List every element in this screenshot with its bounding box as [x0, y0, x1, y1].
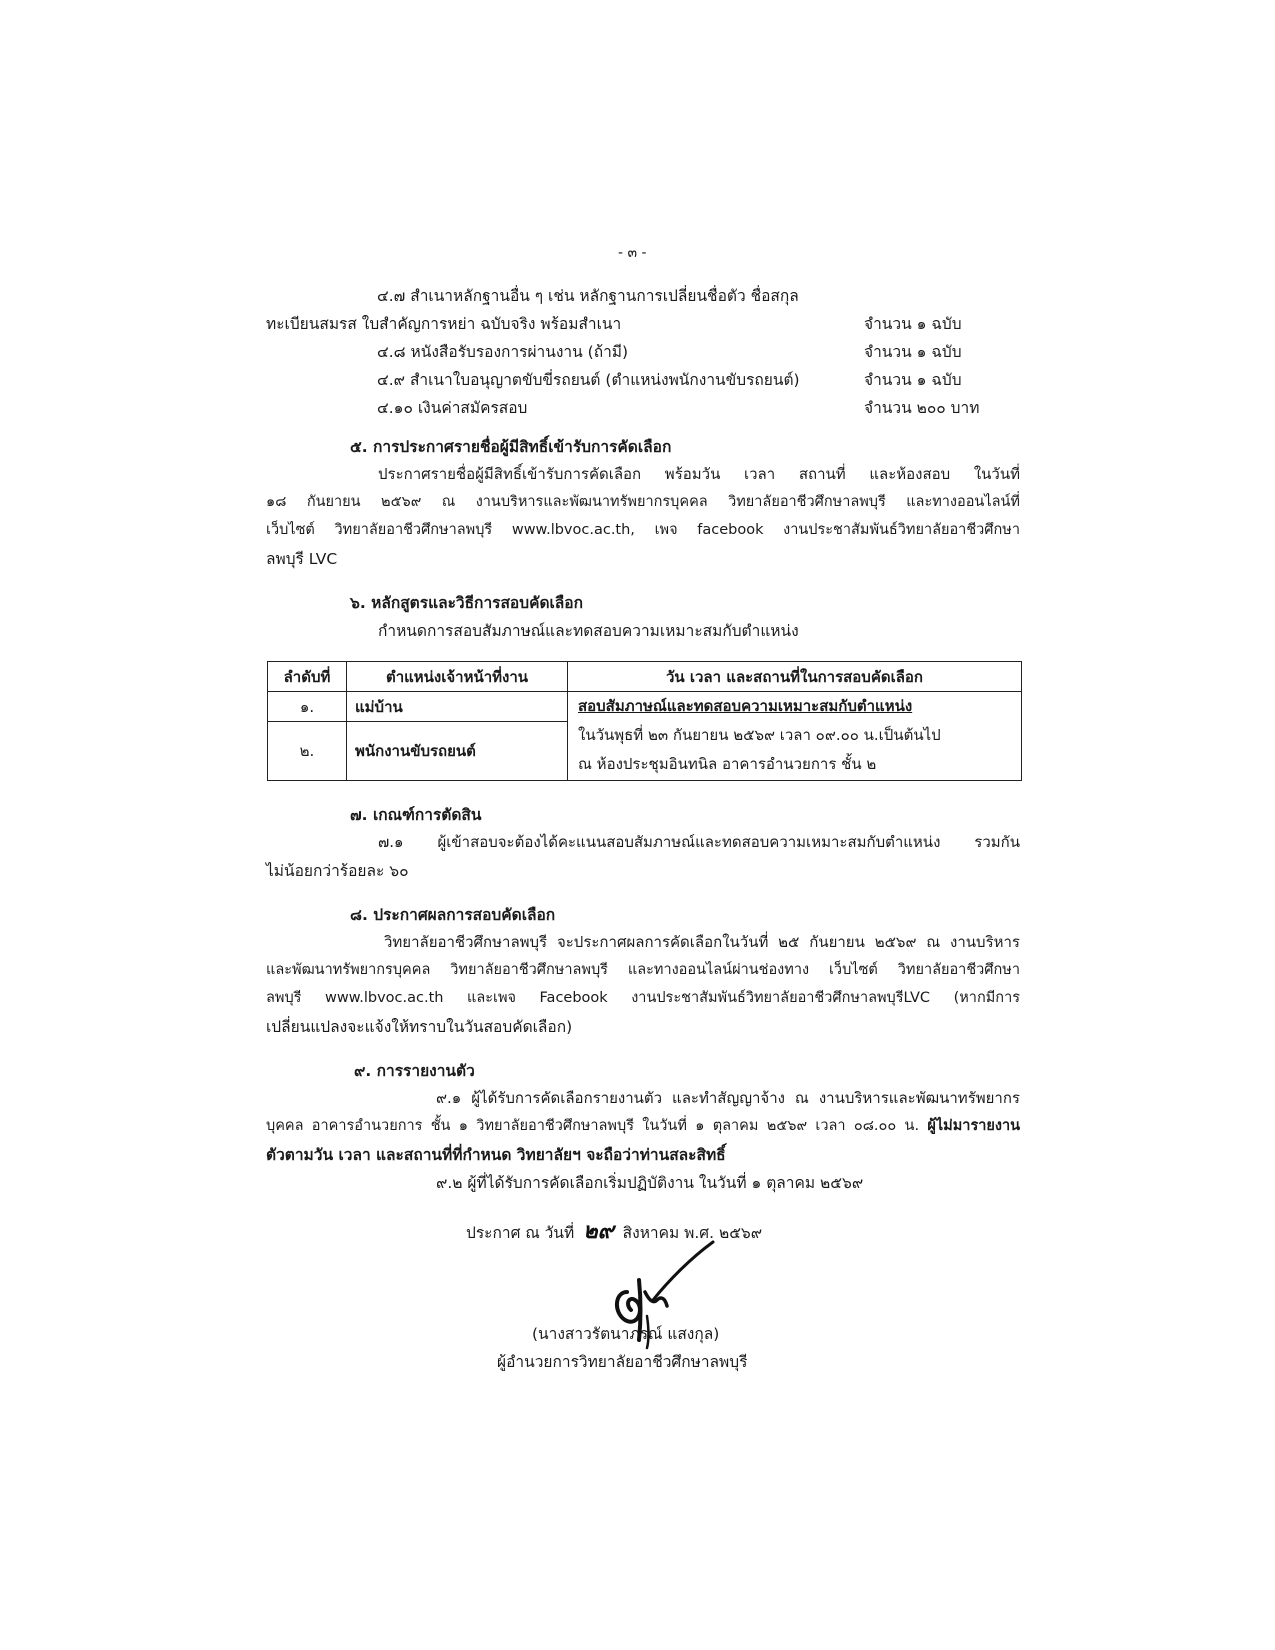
section-5-line3: เว็บไซต์ วิทยาลัยอาชีวศึกษาลพบุรี www.lbvoc.ac.th, เพจ facebook งานประชาสัมพันธ์วิทยาลัยอาชีวศึกษา: [266, 522, 1020, 538]
section-6-line1: กำหนดการสอบสัมภาษณ์และทดสอบความเหมาะสมกับตำแหน่ง: [378, 622, 799, 640]
section-7-heading: ๗. เกณฑ์การตัดสิน: [350, 806, 482, 824]
section-8-line2: และพัฒนาทรัพยากรบุคคล วิทยาลัยอาชีวศึกษาลพบุรี และทางออนไลน์ผ่านช่องทาง เว็บไซต์ วิทยาลัยอาชีวศึกษา: [266, 962, 1020, 978]
schedule-line1: ในวันพุธที่ ๒๓ กันยายน ๒๕๖๙ เวลา ๐๙.๐๐ น.เป็นต้นไป: [578, 726, 941, 744]
doc-item-4-7-line2: ทะเบียนสมรส ใบสำคัญการหย่า ฉบับจริง พร้อมสำเนา: [266, 315, 622, 333]
row-number: ๒.: [268, 722, 347, 781]
schedule-cell: [568, 692, 1022, 781]
announce-prefix: ประกาศ ณ วันที่: [466, 1224, 575, 1242]
section-9-line2-bold: ผู้ไม่มารายงาน: [927, 1118, 1020, 1134]
section-8-line3: ลพบุรี www.lbvoc.ac.th และเพจ Facebook งานประชาสัมพันธ์วิทยาลัยอาชีวศึกษาลพบุรีLVC (หากมีการ: [266, 990, 1020, 1006]
page-number: - ๓ -: [618, 245, 647, 261]
section-9-heading: ๙. การรายงานตัว: [354, 1062, 475, 1080]
section-7-line2: ไม่น้อยกว่าร้อยละ ๖๐: [266, 862, 409, 880]
handwritten-day: ๒๙: [583, 1218, 614, 1244]
section-9-line2-text: บุคคล อาคารอำนวยการ ชั้น ๑ วิทยาลัยอาชีวศึกษาลพบุรี ในวันที่ ๑ ตุลาคม ๒๕๖๙ เวลา ๐๘.๐๐ น.: [266, 1118, 928, 1134]
doc-item-4-7-line1: ๔.๗ สำเนาหลักฐานอื่น ๆ เช่น หลักฐานการเปลี่ยนชื่อตัว ชื่อสกุล: [377, 287, 799, 305]
section-8-heading: ๘. ประกาศผลการสอบคัดเลือก: [350, 906, 556, 924]
schedule-title: สอบสัมภาษณ์และทดสอบความเหมาะสมกับตำแหน่ง: [578, 697, 913, 715]
doc-item-4-9: ๔.๙ สำเนาใบอนุญาตขับขี่รถยนต์ (ตำแหน่งพนักงานขับรถยนต์): [377, 371, 800, 389]
row-position: แม่บ้าน: [347, 692, 568, 722]
doc-item-4-10-qty: จำนวน ๒๐๐ บาท: [864, 399, 980, 417]
row-number: ๑.: [268, 692, 347, 722]
section-9-line3: ตัวตามวัน เวลา และสถานที่ที่กำหนด วิทยาลัยฯ จะถือว่าท่านสละสิทธิ์: [266, 1146, 726, 1164]
table-row: [268, 692, 1022, 722]
signatory-name: (นางสาวรัตนาภรณ์ แสงกุล): [532, 1325, 720, 1343]
section-9-line1: ๙.๑ ผู้ได้รับการคัดเลือกรายงานตัว และทำสัญญาจ้าง ณ งานบริหารและพัฒนาทรัพยากร: [436, 1089, 1020, 1107]
section-9-line4: ๙.๒ ผู้ที่ได้รับการคัดเลือกเริ่มปฏิบัติงาน ในวันที่ ๑ ตุลาคม ๒๕๖๙: [436, 1174, 864, 1192]
section-9-line2: [266, 1114, 1020, 1137]
section-5-line1: ประกาศรายชื่อผู้มีสิทธิ์เข้ารับการคัดเลือก พร้อมวัน เวลา สถานที่ และห้องสอบ ในวันที่: [378, 465, 1020, 483]
doc-item-4-9-qty: จำนวน ๑ ฉบับ: [864, 371, 962, 389]
table-header-cell: วัน เวลา และสถานที่ในการสอบคัดเลือก: [568, 662, 1022, 692]
section-8-line1: วิทยาลัยอาชีวศึกษาลพบุรี จะประกาศผลการคัดเลือกในวันที่ ๒๕ กันยายน ๒๕๖๙ ณ งานบริหาร: [384, 933, 1020, 951]
section-5-heading: ๕. การประกาศรายชื่อผู้มีสิทธิ์เข้ารับการคัดเลือก: [350, 438, 672, 456]
row-position: พนักงานขับรถยนต์: [347, 722, 568, 781]
section-5-line4: ลพบุรี LVC: [266, 550, 338, 568]
section-7-line1: ๗.๑ ผู้เข้าสอบจะต้องได้คะแนนสอบสัมภาษณ์และทดสอบความเหมาะสมกับตำแหน่ง รวมกัน: [378, 833, 1020, 851]
section-8-line4: เปลี่ยนแปลงจะแจ้งให้ทราบในวันสอบคัดเลือก): [266, 1018, 573, 1036]
doc-item-4-8: ๔.๘ หนังสือรับรองการผ่านงาน (ถ้ามี): [377, 343, 629, 361]
doc-item-4-8-qty: จำนวน ๑ ฉบับ: [864, 343, 962, 361]
schedule-line2: ณ ห้องประชุมอินทนิล อาคารอำนวยการ ชั้น ๒: [578, 755, 877, 773]
doc-item-4-7-qty: จำนวน ๑ ฉบับ: [864, 315, 962, 333]
table-header-cell: ลำดับที่: [268, 662, 347, 692]
announce-suffix: สิงหาคม พ.ศ. ๒๕๖๙: [622, 1224, 763, 1242]
table-header-row: [268, 662, 1022, 692]
doc-item-4-10: ๔.๑๐ เงินค่าสมัครสอบ: [377, 399, 528, 417]
exam-schedule-table: [267, 661, 1022, 781]
section-5-line2: ๑๘ กันยายน ๒๕๖๙ ณ งานบริหารและพัฒนาทรัพยากรบุคคล วิทยาลัยอาชีวศึกษาลพบุรี และทางออนไลน์ที่: [266, 494, 1020, 510]
section-6-heading: ๖. หลักสูตรและวิธีการสอบคัดเลือก: [350, 594, 583, 612]
signatory-title: ผู้อำนวยการวิทยาลัยอาชีวศึกษาลพบุรี: [497, 1353, 748, 1371]
table-header-cell: ตำแหน่งเจ้าหน้าที่งาน: [347, 662, 568, 692]
